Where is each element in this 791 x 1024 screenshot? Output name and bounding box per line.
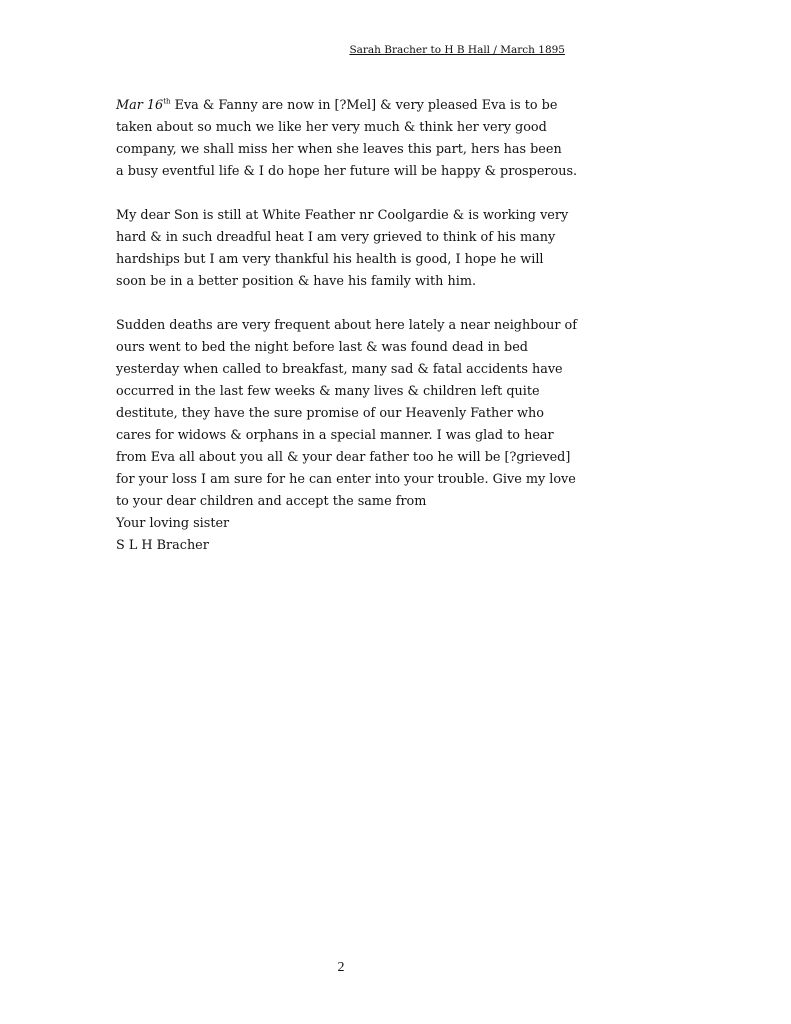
letter-line: hard & in such dreadful heat I am very grieved to think of his many (116, 230, 556, 245)
letter-line (116, 95, 586, 117)
letter-line: company, we shall miss her when she leaves this part, hers has been (116, 142, 562, 157)
letter-line: occurred in the last few weeks & many lives & children left quite (116, 384, 540, 399)
paragraph-1 (116, 95, 586, 183)
letter-line: to your dear children and accept the same from (116, 494, 427, 509)
letter-line: for your loss I am sure for he can enter into your trouble. Give my love (116, 472, 576, 487)
letter-body (116, 95, 586, 557)
letter-line: soon be in a better position & have his family with him. (116, 274, 477, 289)
line-text: Eva & Fanny are now in [?Mel] & very pleased Eva is to be (170, 98, 558, 113)
date-ordinal: th (163, 97, 171, 106)
letter-line: ours went to bed the night before last & was found dead in bed (116, 340, 528, 355)
letter-line: Sudden deaths are very frequent about here lately a near neighbour of (116, 318, 577, 333)
running-header: Sarah Bracher to H B Hall / March 1895 (349, 44, 565, 56)
letter-line: hardships but I am very thankful his health is good, I hope he will (116, 252, 544, 267)
letter-date: Mar 16 (116, 98, 164, 113)
letter-line: taken about so much we like her very much & think her very good (116, 120, 547, 135)
letter-line: a busy eventful life & I do hope her future will be happy & prosperous. (116, 164, 578, 179)
page-number: 2 (337, 960, 345, 975)
letter-line: destitute, they have the sure promise of our Heavenly Father who (116, 406, 544, 421)
paragraph-3 (116, 315, 586, 557)
paragraph-2 (116, 205, 586, 293)
letter-line: My dear Son is still at White Feather nr Coolgardie & is working very (116, 208, 569, 223)
letter-line: yesterday when called to breakfast, many sad & fatal accidents have (116, 362, 563, 377)
letter-line: from Eva all about you all & your dear father too he will be [?grieved] (116, 450, 571, 465)
letter-closing: Your loving sister (116, 516, 230, 531)
letter-line: cares for widows & orphans in a special manner. I was glad to hear (116, 428, 554, 443)
letter-signature: S L H Bracher (116, 538, 209, 553)
